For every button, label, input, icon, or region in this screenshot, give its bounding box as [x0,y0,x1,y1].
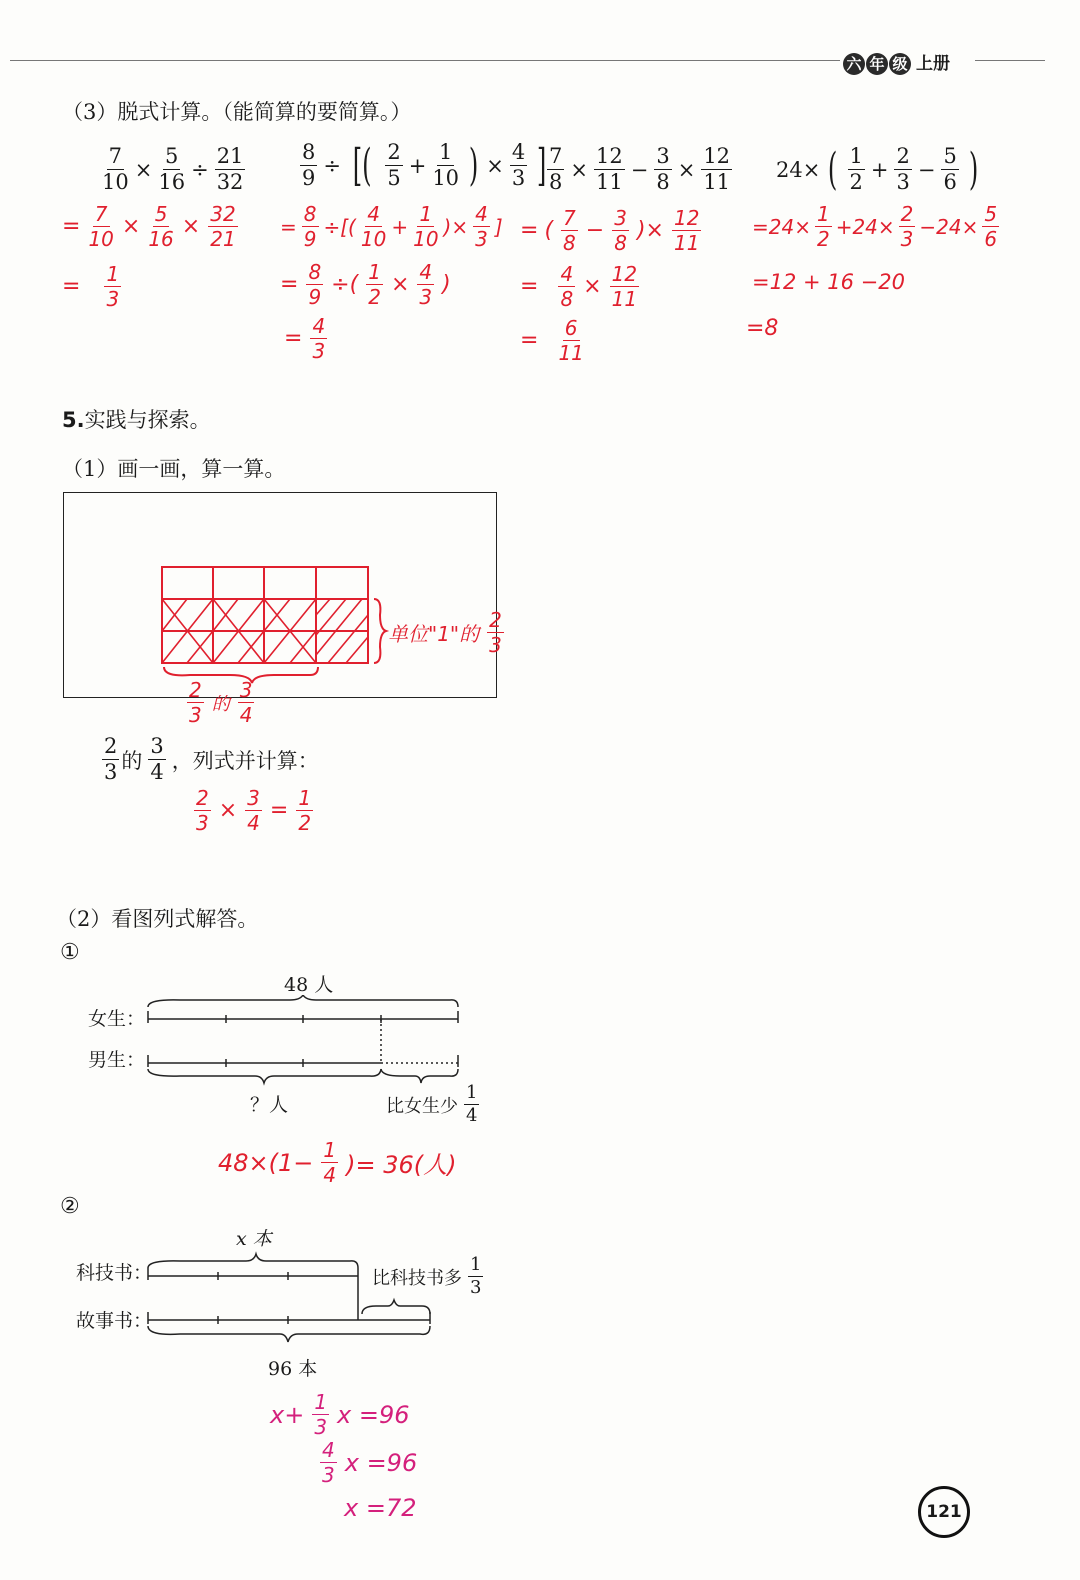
q3-p3-expression: $\frac{7}{8}$ × $\frac{12}{11}$ − $\frac{3}{8}$ × $\frac{12}{11}$ [549,144,731,194]
diagram1-line-segments [140,995,470,1090]
q3-p3-step3: = $\frac{6}{11}$ [520,316,584,365]
q3-p1-step1: = $\frac{7}{10}$ × $\frac{5}{16}$ × $\frac{32}{21}$ [62,202,236,251]
diagram2-mark: ② [60,1194,80,1219]
q3-p2-step2: = $\frac{8}{9}$ ÷( $\frac{1}{2}$ × $\frac{4}{3}$ ) [280,260,451,309]
section5-title: 5.实践与探索。 [62,408,211,432]
d1-answer: 48×(1− $\frac{1}{4}$ )= 36(人) [218,1138,457,1187]
d2-x-label: x 本 [236,1228,272,1250]
header-rule [10,60,840,61]
q3-title: （3）脱式计算。（能简算的要简算。） [62,100,412,124]
d1-girls-label: 女生： [88,1008,146,1030]
q3-p2-expression: $\frac{8}{9}$ ÷ [( $\frac{2}{5}$ + $\frac{1}{10}$ ) × $\frac{4}{3}$ ] [302,139,547,191]
q3-p3-step1: = ( $\frac{7}{8}$ − $\frac{3}{8}$ )× $\frac{12}{11}$ [520,206,700,255]
q3-p2-step3: = $\frac{4}{3}$ [284,314,326,363]
q3-p3-step2: = $\frac{4}{8}$ × $\frac{12}{11}$ [520,262,638,311]
d1-boys-label: 男生： [88,1049,146,1071]
d2-total-label: 96 本 [268,1358,318,1380]
grade-char-2: 年 [866,53,888,75]
d2-sci-label: 科技书： [76,1262,153,1284]
unit-one-note: 单位"1"的 $\frac{2}{3}$ [388,608,502,657]
q5-prompt: $\frac{2}{3}$ 的 $\frac{3}{4}$ ，列式并计算： [104,734,319,784]
two-thirds-of-three-quarters-note: $\frac{2}{3}$ 的 $\frac{3}{4}$ [189,678,253,727]
q3-p4-step3: =8 [746,316,779,341]
grade-label [843,49,950,75]
d2-more-label: 比科技书多 $\frac{1}{3}$ [372,1254,482,1298]
d2-equation-1: x+ $\frac{1}{3}$ x =96 [270,1390,410,1439]
d2-equation-2: $\frac{4}{3}$ x =96 [322,1438,418,1487]
d1-total-label: 48 人 [284,974,334,996]
grade-char-1: 六 [843,53,865,75]
q3-p4-expression: 24× ( $\frac{1}{2}$ + $\frac{2}{3}$ − $\frac{5}{6}$ ) [776,143,979,195]
d2-equation-3: x =72 [344,1494,417,1522]
q5-sub1-title: （1）画一画，算一算。 [62,457,286,481]
q3-p4-step1: =24× $\frac{1}{2}$ +24× $\frac{2}{3}$ −24× $\frac{5}{6}$ [752,202,998,251]
header-rule-right [975,60,1045,61]
q5-sub2-title: （2）看图列式解答。 [56,907,259,931]
page-number: 121 [918,1486,970,1538]
q5-answer: $\frac{2}{3}$ × $\frac{3}{4}$ = $\frac{1}{2}$ [196,786,312,835]
volume-label: 上册 [916,54,950,74]
q3-p1-expression: $\frac{7}{10}$ × $\frac{5}{16}$ ÷ $\frac{21}{32}$ [102,144,244,194]
q3-p2-step1: = $\frac{8}{9}$ ÷[( $\frac{4}{10}$ + $\frac{1}{10}$ )× $\frac{4}{3}$ ] [280,202,503,251]
d1-unknown-label: ？人 [250,1094,289,1116]
diagram1-mark: ① [60,940,80,965]
q3-p4-step2: =12 + 16 −20 [752,270,905,294]
grade-char-3: 级 [889,53,911,75]
d2-story-label: 故事书： [76,1310,153,1332]
q3-p1-step2: = $\frac{1}{3}$ [62,262,120,311]
d1-less-label: 比女生少 $\frac{1}{4}$ [386,1082,478,1126]
